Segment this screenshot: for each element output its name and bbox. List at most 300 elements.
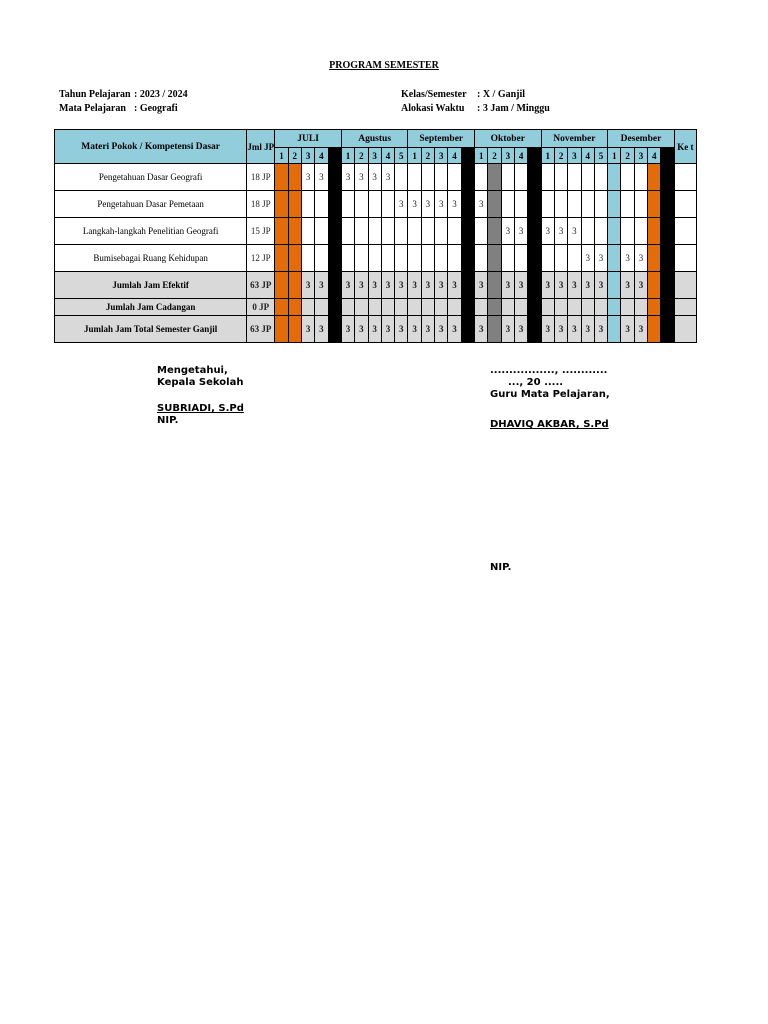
week-cell xyxy=(395,164,408,191)
week-cell xyxy=(315,245,328,272)
week-cell xyxy=(475,299,488,316)
separator-cell xyxy=(528,272,541,299)
header-week: 2 xyxy=(421,148,434,164)
week-cell: 3 xyxy=(554,316,567,343)
week-cell xyxy=(648,245,661,272)
separator-cell xyxy=(461,164,474,191)
week-cell: 3 xyxy=(341,272,354,299)
week-cell xyxy=(395,299,408,316)
kepala-sekolah-name: SUBRIADI, S.Pd xyxy=(157,403,244,414)
header-week: 3 xyxy=(568,148,581,164)
week-cell: 3 xyxy=(315,316,328,343)
week-cell xyxy=(421,164,434,191)
week-cell xyxy=(288,245,301,272)
week-cell: 3 xyxy=(368,316,381,343)
week-cell xyxy=(608,164,621,191)
week-cell xyxy=(315,191,328,218)
header-week: 3 xyxy=(435,148,448,164)
separator-cell xyxy=(661,191,674,218)
week-cell xyxy=(341,218,354,245)
tahun-label: Tahun Pelajaran xyxy=(59,89,131,100)
week-cell xyxy=(275,316,288,343)
week-cell xyxy=(621,164,634,191)
week-cell: 3 xyxy=(514,272,527,299)
week-cell xyxy=(421,299,434,316)
week-cell xyxy=(488,245,501,272)
week-cell: 3 xyxy=(435,191,448,218)
week-cell xyxy=(634,191,647,218)
week-cell: 3 xyxy=(541,272,554,299)
year-line: ..., 20 ..... xyxy=(508,377,564,388)
separator-cell xyxy=(528,218,541,245)
week-cell xyxy=(341,245,354,272)
separator-cell xyxy=(328,316,341,343)
week-cell xyxy=(355,245,368,272)
separator-cell xyxy=(661,272,674,299)
row-jml-jp: 18 JP xyxy=(247,164,275,191)
alokasi-value: : 3 Jam / Minggu xyxy=(477,103,550,114)
table-row xyxy=(55,316,697,343)
week-cell xyxy=(381,299,394,316)
header-week: 3 xyxy=(301,148,314,164)
week-cell xyxy=(648,272,661,299)
kepala-sekolah-text: Kepala Sekolah xyxy=(157,377,244,388)
week-cell xyxy=(341,191,354,218)
separator-cell xyxy=(461,316,474,343)
week-cell xyxy=(381,191,394,218)
week-cell xyxy=(634,299,647,316)
header-week: 3 xyxy=(634,148,647,164)
week-cell xyxy=(315,299,328,316)
week-cell: 3 xyxy=(368,272,381,299)
header-month: Agustus xyxy=(341,130,408,148)
separator-cell xyxy=(328,299,341,316)
row-materi: Jumlah Jam Total Semester Ganjil xyxy=(55,316,247,343)
row-ket xyxy=(674,299,696,316)
week-cell xyxy=(301,218,314,245)
row-ket xyxy=(674,245,696,272)
week-cell xyxy=(475,245,488,272)
week-cell xyxy=(501,245,514,272)
header-week: 2 xyxy=(355,148,368,164)
header-week: 1 xyxy=(275,148,288,164)
week-cell: 3 xyxy=(594,245,607,272)
place-date-line: ................., ............ xyxy=(490,365,608,376)
separator-cell xyxy=(328,148,341,164)
week-cell xyxy=(488,164,501,191)
guru-name: DHAVIQ AKBAR, S.Pd xyxy=(490,419,609,430)
week-cell xyxy=(514,191,527,218)
week-cell xyxy=(581,299,594,316)
week-cell: 3 xyxy=(448,191,461,218)
week-cell xyxy=(315,218,328,245)
separator-cell xyxy=(528,164,541,191)
week-cell: 3 xyxy=(634,272,647,299)
week-cell: 3 xyxy=(421,316,434,343)
week-cell xyxy=(621,191,634,218)
header-week: 1 xyxy=(341,148,354,164)
week-cell xyxy=(568,164,581,191)
row-jml-jp: 0 JP xyxy=(247,299,275,316)
separator-cell xyxy=(528,316,541,343)
week-cell xyxy=(421,245,434,272)
signature-left xyxy=(157,365,244,427)
week-cell xyxy=(275,245,288,272)
row-ket xyxy=(674,316,696,343)
separator-cell xyxy=(661,299,674,316)
separator-cell xyxy=(528,245,541,272)
week-cell xyxy=(355,218,368,245)
week-cell xyxy=(408,299,421,316)
guru-nip: NIP. xyxy=(490,562,512,573)
week-cell xyxy=(448,299,461,316)
meta-left xyxy=(59,88,188,116)
week-cell: 3 xyxy=(621,272,634,299)
header-ket: Ke t xyxy=(674,130,696,164)
table-row xyxy=(55,191,697,218)
week-cell: 3 xyxy=(448,272,461,299)
separator-cell xyxy=(661,148,674,164)
header-week: 1 xyxy=(475,148,488,164)
week-cell xyxy=(288,191,301,218)
schedule-table xyxy=(54,129,697,343)
week-cell xyxy=(488,316,501,343)
document-title: PROGRAM SEMESTER xyxy=(329,60,439,71)
week-cell xyxy=(408,164,421,191)
week-cell: 3 xyxy=(581,245,594,272)
week-cell xyxy=(621,218,634,245)
week-cell xyxy=(514,164,527,191)
separator-cell xyxy=(461,218,474,245)
week-cell xyxy=(421,218,434,245)
header-week: 4 xyxy=(581,148,594,164)
week-cell xyxy=(541,191,554,218)
week-cell xyxy=(648,316,661,343)
row-jml-jp: 63 JP xyxy=(247,272,275,299)
row-materi: Bumisebagai Ruang Kehidupan xyxy=(55,245,247,272)
week-cell xyxy=(648,191,661,218)
week-cell: 3 xyxy=(475,272,488,299)
week-cell: 3 xyxy=(514,316,527,343)
week-cell xyxy=(648,164,661,191)
week-cell xyxy=(594,218,607,245)
table-row xyxy=(55,245,697,272)
week-cell xyxy=(448,218,461,245)
week-cell: 3 xyxy=(381,164,394,191)
week-cell xyxy=(501,299,514,316)
week-cell xyxy=(488,299,501,316)
tahun-value: : 2023 / 2024 xyxy=(134,89,188,100)
header-week: 1 xyxy=(541,148,554,164)
week-cell xyxy=(594,299,607,316)
week-cell xyxy=(275,299,288,316)
week-cell: 3 xyxy=(594,316,607,343)
week-cell xyxy=(435,164,448,191)
separator-cell xyxy=(661,218,674,245)
header-week: 4 xyxy=(448,148,461,164)
header-week: 5 xyxy=(395,148,408,164)
week-cell xyxy=(448,164,461,191)
week-cell xyxy=(341,299,354,316)
week-cell xyxy=(634,164,647,191)
header-jml-jp: Jml JP xyxy=(247,130,275,164)
week-cell: 3 xyxy=(355,164,368,191)
week-cell xyxy=(581,191,594,218)
mapel-value: : Geografi xyxy=(134,103,178,114)
week-cell xyxy=(594,164,607,191)
week-cell xyxy=(475,164,488,191)
row-ket xyxy=(674,164,696,191)
week-cell: 3 xyxy=(315,164,328,191)
week-cell: 3 xyxy=(421,272,434,299)
separator-cell xyxy=(661,245,674,272)
header-month: Oktober xyxy=(475,130,542,148)
week-cell xyxy=(608,191,621,218)
week-cell: 3 xyxy=(408,272,421,299)
week-cell: 3 xyxy=(514,218,527,245)
week-cell: 3 xyxy=(634,316,647,343)
week-cell: 3 xyxy=(634,245,647,272)
week-cell: 3 xyxy=(568,218,581,245)
week-cell: 3 xyxy=(355,272,368,299)
week-cell xyxy=(368,218,381,245)
week-cell xyxy=(355,191,368,218)
row-jml-jp: 15 JP xyxy=(247,218,275,245)
week-cell xyxy=(554,164,567,191)
week-cell xyxy=(355,299,368,316)
week-cell xyxy=(621,299,634,316)
week-cell: 3 xyxy=(435,272,448,299)
week-cell xyxy=(634,218,647,245)
header-week: 3 xyxy=(501,148,514,164)
header-month: Desember xyxy=(608,130,675,148)
header-week: 1 xyxy=(608,148,621,164)
week-cell: 3 xyxy=(541,218,554,245)
mapel-label: Mata Pelajaran xyxy=(59,103,126,114)
week-cell xyxy=(475,218,488,245)
week-cell xyxy=(568,299,581,316)
week-cell: 3 xyxy=(541,316,554,343)
kelas-label: Kelas/Semester xyxy=(401,89,467,100)
separator-cell xyxy=(661,316,674,343)
week-cell: 3 xyxy=(448,316,461,343)
week-cell xyxy=(395,245,408,272)
week-cell: 3 xyxy=(621,316,634,343)
week-cell: 3 xyxy=(581,272,594,299)
week-cell: 3 xyxy=(395,191,408,218)
separator-cell xyxy=(461,191,474,218)
week-cell xyxy=(301,299,314,316)
week-cell xyxy=(288,164,301,191)
row-jml-jp: 12 JP xyxy=(247,245,275,272)
header-week: 5 xyxy=(594,148,607,164)
week-cell: 3 xyxy=(594,272,607,299)
week-cell xyxy=(608,245,621,272)
week-cell: 3 xyxy=(621,245,634,272)
week-cell xyxy=(594,191,607,218)
guru-mapel-text: Guru Mata Pelajaran, xyxy=(490,389,610,400)
week-cell xyxy=(381,245,394,272)
separator-cell xyxy=(328,218,341,245)
week-cell xyxy=(288,316,301,343)
signature-right xyxy=(490,365,610,431)
week-cell xyxy=(514,299,527,316)
header-week: 2 xyxy=(621,148,634,164)
header-week: 2 xyxy=(288,148,301,164)
week-cell xyxy=(275,272,288,299)
week-cell xyxy=(608,272,621,299)
row-materi: Pengetahuan Dasar Geografi xyxy=(55,164,247,191)
row-materi: Langkah-langkah Penelitian Geografi xyxy=(55,218,247,245)
week-cell xyxy=(448,245,461,272)
week-cell xyxy=(435,245,448,272)
week-cell xyxy=(288,218,301,245)
week-cell: 3 xyxy=(315,272,328,299)
week-cell xyxy=(488,218,501,245)
week-cell: 3 xyxy=(368,164,381,191)
row-ket xyxy=(674,191,696,218)
row-ket xyxy=(674,218,696,245)
week-cell xyxy=(648,218,661,245)
week-cell xyxy=(554,191,567,218)
week-cell xyxy=(568,245,581,272)
week-cell xyxy=(288,299,301,316)
week-cell: 3 xyxy=(554,272,567,299)
week-cell xyxy=(368,299,381,316)
separator-cell xyxy=(461,272,474,299)
separator-cell xyxy=(461,299,474,316)
table-row xyxy=(55,299,697,316)
week-cell: 3 xyxy=(381,316,394,343)
week-cell: 3 xyxy=(395,272,408,299)
week-cell: 3 xyxy=(395,316,408,343)
week-cell xyxy=(301,191,314,218)
week-cell: 3 xyxy=(301,316,314,343)
week-cell: 3 xyxy=(408,316,421,343)
separator-cell xyxy=(528,299,541,316)
week-cell xyxy=(554,245,567,272)
week-cell xyxy=(368,245,381,272)
separator-cell xyxy=(528,191,541,218)
kepala-sekolah-nip: NIP. xyxy=(157,415,179,426)
header-week: 4 xyxy=(381,148,394,164)
week-cell xyxy=(488,272,501,299)
week-cell xyxy=(275,191,288,218)
week-cell xyxy=(381,218,394,245)
header-month: September xyxy=(408,130,475,148)
separator-cell xyxy=(461,245,474,272)
week-cell xyxy=(288,272,301,299)
week-cell xyxy=(581,164,594,191)
header-week: 4 xyxy=(315,148,328,164)
week-cell: 3 xyxy=(581,316,594,343)
row-materi: Pengetahuan Dasar Pemetaan xyxy=(55,191,247,218)
meta-right xyxy=(401,88,550,116)
header-week: 4 xyxy=(648,148,661,164)
week-cell: 3 xyxy=(421,191,434,218)
mengetahui-text: Mengetahui, xyxy=(157,365,228,376)
header-week: 3 xyxy=(368,148,381,164)
week-cell xyxy=(488,191,501,218)
header-month: November xyxy=(541,130,608,148)
week-cell: 3 xyxy=(341,316,354,343)
week-cell: 3 xyxy=(554,218,567,245)
week-cell xyxy=(608,316,621,343)
week-cell xyxy=(581,218,594,245)
row-jml-jp: 18 JP xyxy=(247,191,275,218)
separator-cell xyxy=(528,148,541,164)
week-cell: 3 xyxy=(475,191,488,218)
separator-cell xyxy=(328,272,341,299)
week-cell: 3 xyxy=(501,272,514,299)
header-materi: Materi Pokok / Kompetensi Dasar xyxy=(55,130,247,164)
week-cell: 3 xyxy=(301,164,314,191)
week-cell: 3 xyxy=(408,191,421,218)
week-cell: 3 xyxy=(501,218,514,245)
separator-cell xyxy=(328,191,341,218)
week-cell xyxy=(608,218,621,245)
separator-cell xyxy=(461,148,474,164)
week-cell xyxy=(275,164,288,191)
header-month: JULI xyxy=(275,130,342,148)
week-cell xyxy=(435,218,448,245)
table-row xyxy=(55,164,697,191)
row-materi: Jumlah Jam Efektif xyxy=(55,272,247,299)
table-row xyxy=(55,218,697,245)
separator-cell xyxy=(661,164,674,191)
week-cell xyxy=(368,191,381,218)
kelas-value: : X / Ganjil xyxy=(477,89,526,100)
week-cell xyxy=(608,299,621,316)
table-row xyxy=(55,272,697,299)
row-ket xyxy=(674,272,696,299)
week-cell xyxy=(648,299,661,316)
row-jml-jp: 63 JP xyxy=(247,316,275,343)
week-cell: 3 xyxy=(568,272,581,299)
week-cell xyxy=(275,218,288,245)
week-cell: 3 xyxy=(568,316,581,343)
week-cell: 3 xyxy=(475,316,488,343)
week-cell xyxy=(554,299,567,316)
week-cell xyxy=(408,245,421,272)
week-cell: 3 xyxy=(381,272,394,299)
week-cell xyxy=(541,245,554,272)
week-cell xyxy=(408,218,421,245)
separator-cell xyxy=(328,245,341,272)
week-cell: 3 xyxy=(301,272,314,299)
header-week: 2 xyxy=(488,148,501,164)
week-cell xyxy=(541,164,554,191)
week-cell: 3 xyxy=(501,316,514,343)
week-cell: 3 xyxy=(355,316,368,343)
week-cell xyxy=(541,299,554,316)
week-cell xyxy=(301,245,314,272)
alokasi-label: Alokasi Waktu xyxy=(401,103,465,114)
separator-cell xyxy=(328,164,341,191)
week-cell: 3 xyxy=(435,316,448,343)
week-cell xyxy=(514,245,527,272)
week-cell xyxy=(501,191,514,218)
row-materi: Jumlah Jam Cadangan xyxy=(55,299,247,316)
week-cell xyxy=(435,299,448,316)
header-week: 4 xyxy=(514,148,527,164)
week-cell xyxy=(501,164,514,191)
week-cell xyxy=(395,218,408,245)
header-week: 1 xyxy=(408,148,421,164)
week-cell xyxy=(568,191,581,218)
week-cell: 3 xyxy=(341,164,354,191)
header-week: 2 xyxy=(554,148,567,164)
